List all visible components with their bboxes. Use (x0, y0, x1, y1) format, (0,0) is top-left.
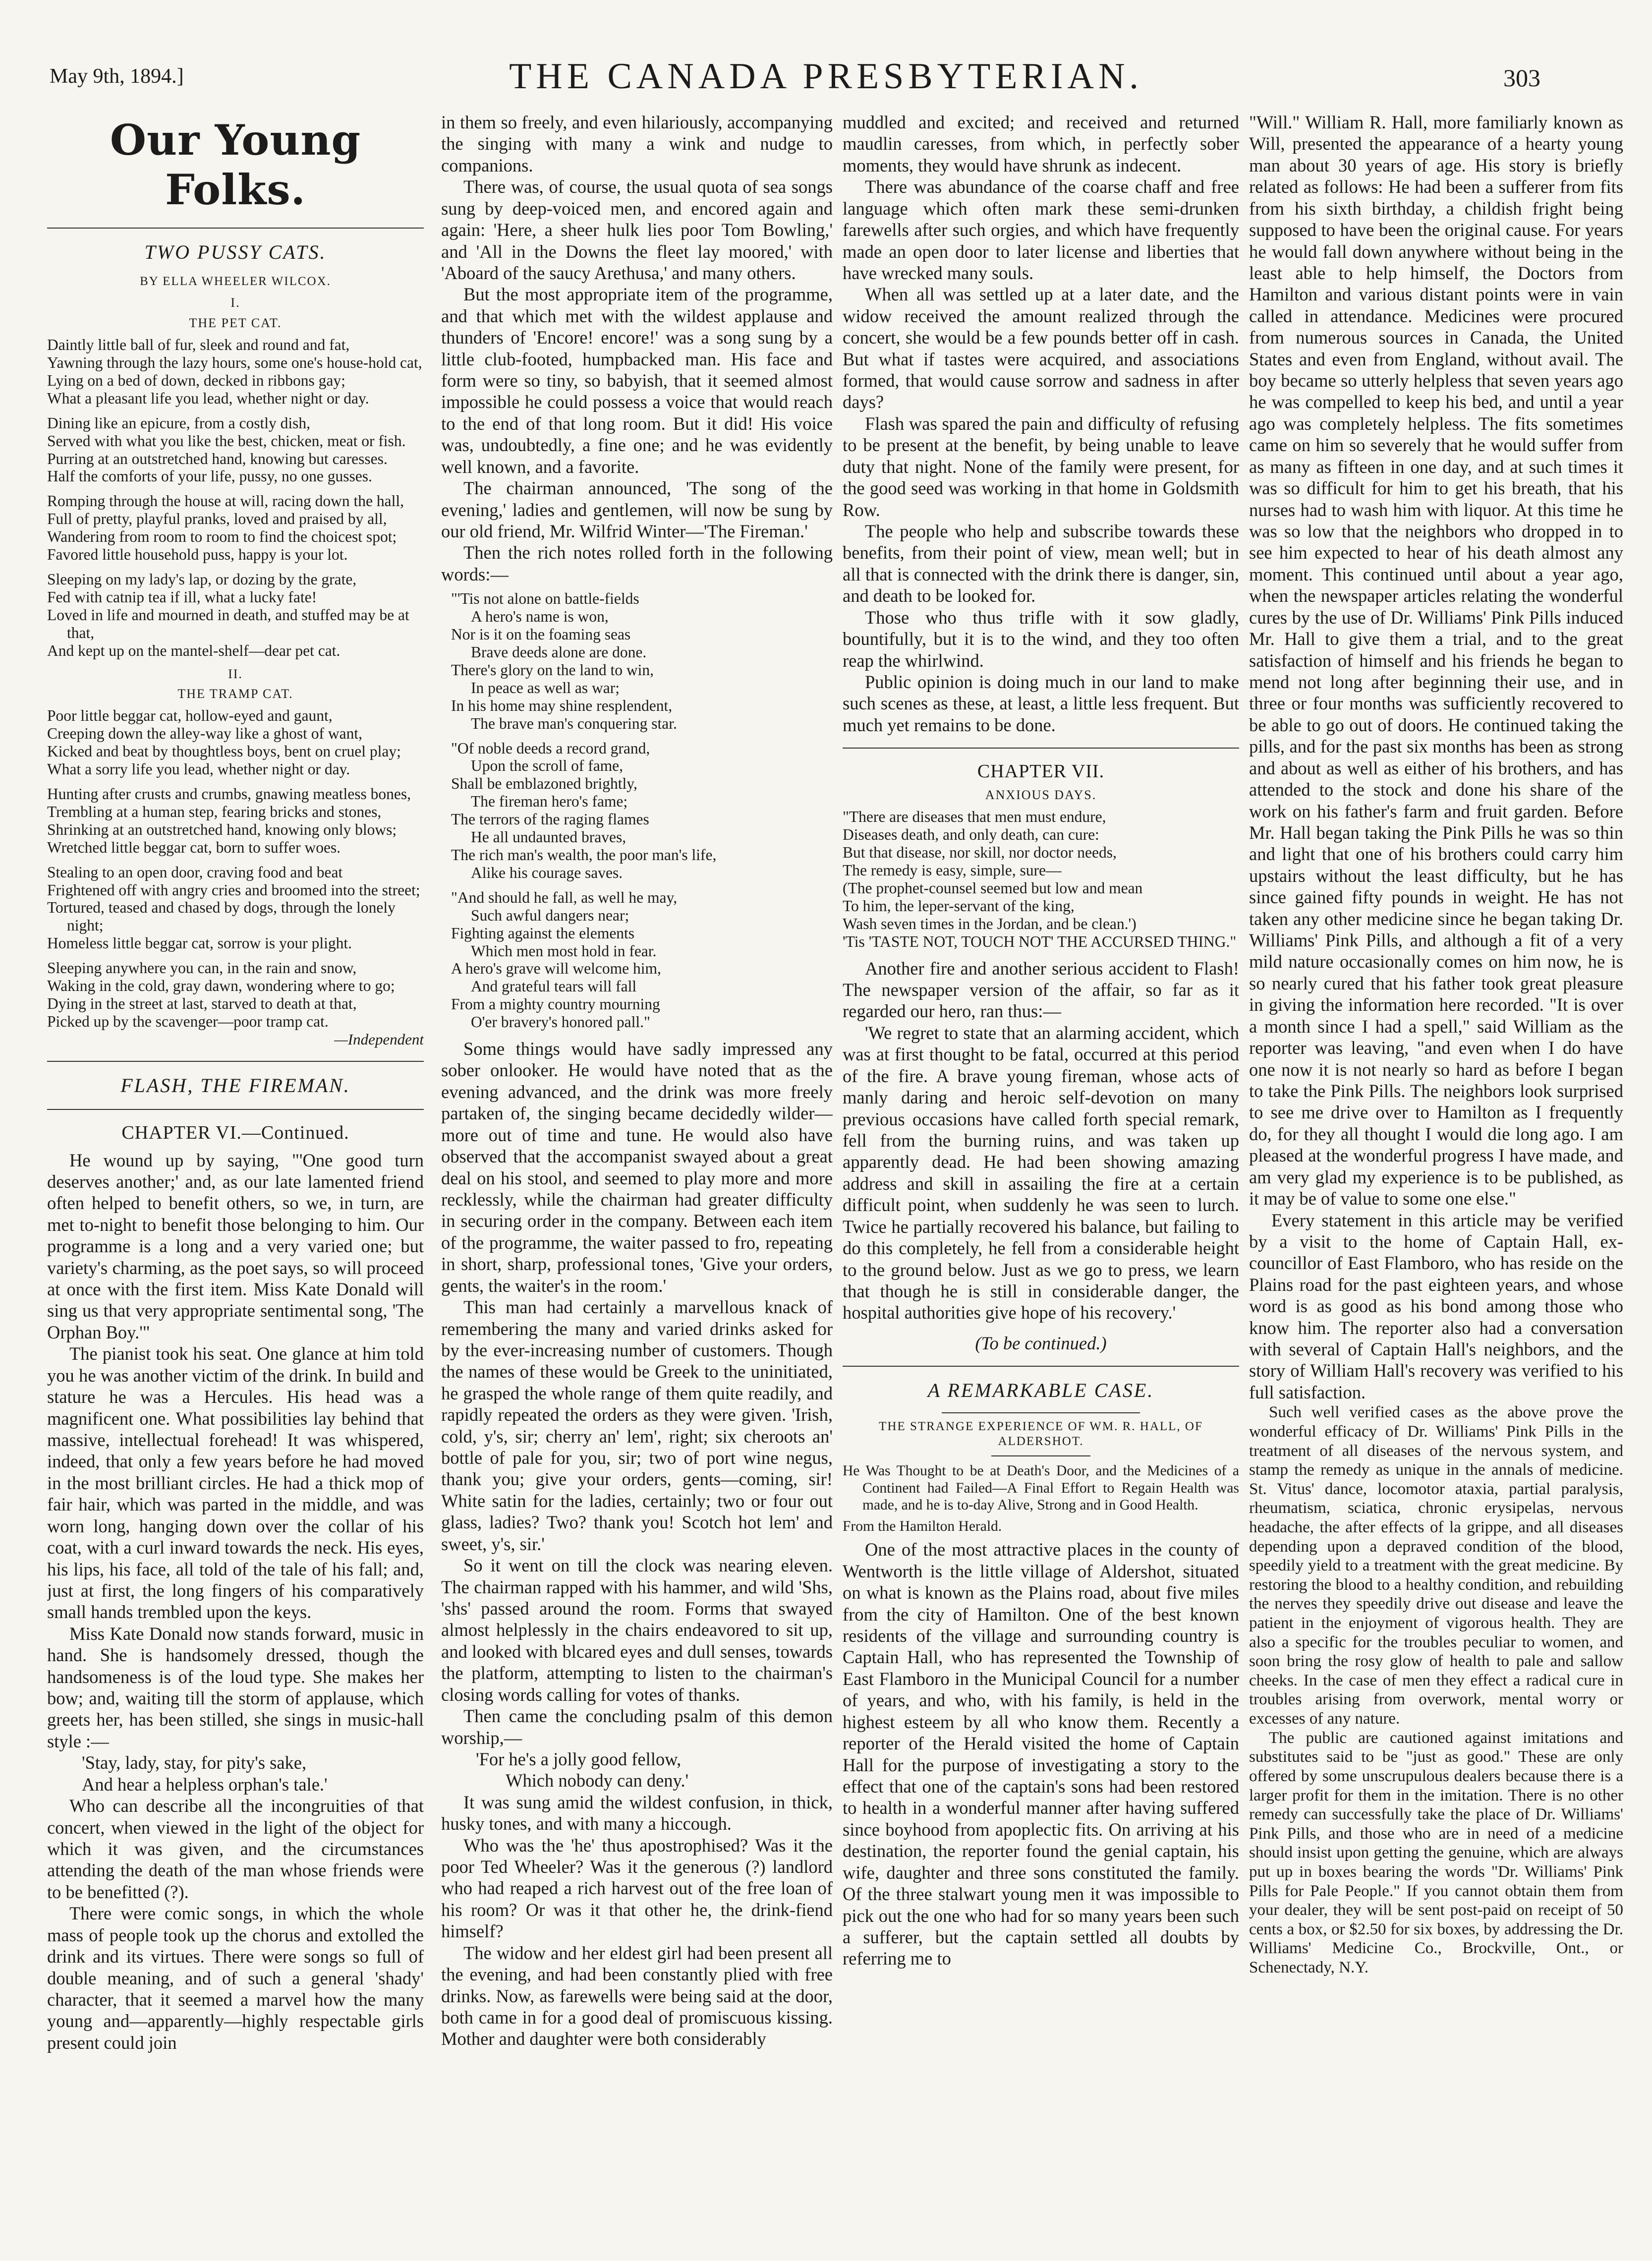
to-be-continued: (To be continued.) (975, 1333, 1107, 1353)
poem-part-2 (47, 864, 424, 953)
song-line: Which men most hold in fear. (471, 942, 657, 960)
poem-line: Loved in life and mourned in death, and stuffed may be at that, (47, 606, 409, 641)
paragraph: The people who help and subscribe towards these benefits, from their point of view, mean well; but in all that is connected with the drink there is danger, sin, and death to be looked for. (843, 521, 1239, 606)
poem-line: Full of pretty, playful pranks, loved and praised by all, (47, 510, 387, 528)
song-line: The brave man's conquering star. (471, 714, 677, 732)
song-line: In his home may shine resplendent, (451, 696, 673, 714)
poem-line: Waking in the cold, gray dawn, wondering where to go; (47, 977, 395, 995)
chapter-subtitle: ANXIOUS DAYS. (985, 788, 1097, 803)
paragraph: Another fire and another serious accident to Flash! The newspaper version of the affair, so far as it regarded our hero, ran thus:— (843, 958, 1239, 1022)
poem-line: Dying in the street at last, starved to death at that, (47, 995, 357, 1012)
paragraph: The public are cautioned against imitations and substitutes said to be "just as good." These are only offered by some unscrupulous dealers because there is a larger profit for them in the imitation. There is no other remedy can successfully take the place of Dr. Williams' Pink Pills, and those who are in need of a medicine should insist upon getting the genuine, which are always put up in boxes bearing the words "Dr. Williams' Pink Pills for Pale People." If you cannot obtain them from your dealer, they will be sent post-paid on receipt of 50 cents a box, or $2.50 for six boxes, by addressing the Dr. Williams' Medicine Co., Brockville, Ont., or Schenectady, N.Y. (1249, 1729, 1623, 1976)
paragraph: The chairman announced, 'The song of the evening,' ladies and gentlemen, will now be sung by our old friend, Mr. Wilfrid Winter—'The Fireman.' (441, 478, 833, 542)
poem-line: Daintly little ball of fur, sleek and round and fat, (47, 336, 350, 354)
article-source: From the Hamilton Herald. (843, 1518, 1002, 1534)
poem-line: Hunting after crusts and crumbs, gnawing meatless bones, (47, 785, 411, 803)
paragraph: Such well verified cases as the above prove the wonderful efficacy of Dr. Williams' Pink Pills in the treatment of all diseases of the nervous system, and stamp the remedy as unique in the annals of medicine. St. Vitus' dance, locomotor ataxia, partial paralysis, rheumatism, sciatica, chronic erysipelas, nervous headache, the after effects of la grippe, and all diseases depending upon a depraved condition of the blood, speedily yield to a treatment with the great medicine. By restoring the blood to a healthy condition, and rebuilding the nerves they speedily drive out disease and leave the patient in the enjoyment of vigorous health. They are also a specific for the troubles peculiar to women, and soon bring the rosy glow of health to pale and sallow cheeks. In the case of men they effect a radical cure in troubles arising from overwork, mental worry or excesses of any nature. (1249, 1403, 1623, 1728)
poem-line: Homeless little beggar cat, sorrow is your plight. (47, 934, 352, 952)
poem-line: Tortured, teased and chased by dogs, through the lonely night; (47, 899, 396, 934)
advertisement-text (1249, 1403, 1623, 1977)
paragraph: There were comic songs, in which the whole mass of people took up the chorus and extolled the drink and its virtues. There were songs so full of double meaning, and of such a general 'shady' character, that it seemed a marvel how the many young and—apparently—highly respectable girls present could join (47, 1903, 424, 2053)
divider (47, 1061, 424, 1062)
poem-part-title: THE TRAMP CAT. (177, 687, 293, 701)
poem-line: Frightened off with angry cries and broomed into the street; (47, 881, 420, 899)
song-line: "'Tis not alone on battle-fields (451, 590, 639, 608)
poem-line: Half the comforts of your life, pussy, no one gusses. (47, 467, 372, 485)
poem-line: Romping through the house at will, racing down the hall, (47, 492, 404, 510)
paragraph: There was, of course, the usual quota of sea songs sung by deep-voiced men, and encored again and again: 'Here, a sheer hulk lies poor Tom Bowling,' and 'All in the Downs the fleet lay moored,' with 'Aboard of the saucy Arethusa,' and many others. (441, 176, 833, 283)
chapter-heading: CHAPTER VII. (977, 761, 1105, 782)
epigraph-line: But that disease, nor skill, nor doctor needs, (843, 844, 1117, 862)
song-line: And grateful tears will fall (471, 978, 637, 995)
poem-line: And kept up on the mantel-shelf—dear pet cat. (47, 641, 341, 659)
song-line: The rich man's wealth, the poor man's life, (451, 846, 717, 864)
song-line: A hero's name is won, (471, 608, 609, 626)
paragraph: Then the rich notes rolled forth in the following words:— (441, 542, 833, 584)
poem-title: TWO PUSSY CATS. (144, 240, 327, 263)
song-line: Such awful dangers near; (471, 906, 629, 924)
song-line: Alike his courage saves. (471, 864, 623, 881)
divider (843, 748, 1239, 749)
poem-line: Yawning through the lazy hours, some one's house-hold cat, (47, 354, 422, 372)
article-summary: He Was Thought to be at Death's Door, and the Medicines of a Continent had Failed—A Final Effort to Regain Health was made, and he is to-day Alive, Strong and in Good Health. (843, 1463, 1239, 1513)
paragraph: When all was settled up at a later date, and the widow received the amount realized through the concert, she would be a few pounds better off in cash. But what if tastes were acquired, and associations formed, that would cause sorrow and sadness in after days? (843, 284, 1239, 412)
song-line: There's glory on the land to win, (451, 661, 654, 679)
poem-line: Served with what you like the best, chicken, meat or fish. (47, 432, 406, 450)
poem-part-1 (47, 336, 424, 407)
song-line: The fireman hero's fame; (471, 793, 628, 811)
poem-line: Picked up by the scavenger—poor tramp cat. (47, 1012, 329, 1030)
song-line: A hero's grave will welcome him, (451, 960, 661, 978)
poem-part-1 (47, 571, 424, 660)
paragraph: So it went on till the clock was nearing eleven. The chairman rapped with his hammer, and wild 'Shs, 'shs' passed around the room. Forms that swayed almost helplessly in the chairs endeavored to sit up, and looked with blcared eyes and dull senses, towards the platform, attempting to listen to the chairman's closing words calling for votes of thanks. (441, 1555, 833, 1705)
paragraph: The widow and her eldest girl had been present all the evening, and had been constantly plied with free drinks. Now, as farewells were being said at the door, both came in for a good deal of promiscuous kissing. Mother and daughter were both considerably (441, 1942, 833, 2049)
masthead-title: THE CANADA PRESBYTERIAN. (509, 56, 1143, 97)
poem-part-2 (47, 959, 424, 1031)
column-1 (47, 112, 424, 2243)
divider (942, 1412, 1140, 1413)
paragraph: One of the most attractive places in the county of Wentworth is the little village of Aldershot, situated on what is known as the Plains road, about five miles from the city of Hamilton. One of the best known residents of the village and surrounding country is Captain Hall, who has represented the Township of East Flamboro in the Municipal Council for a number of years, and who, with his family, is held in the highest esteem by all who know them. Recently a reporter of the Herald visited the home of Captain Hall for the purpose of investigating a story to the effect that one of the captain's sons had been restored to health in a wonderful manner after having suffered since boyhood from apoplectic fits. On arriving at his destination, the reporter found the genial captain, his wife, daughter and three sons constituted the family. Of the three stalwart young men it was impossible to pick out the one who had for so many years been such a sufferer, but the captain settled all doubts by referring me to (843, 1539, 1239, 1969)
epigraph-line: Wash seven times in the Jordan, and be clean.') (843, 915, 1137, 932)
poem-line: Dining like an epicure, from a costly dish, (47, 414, 310, 432)
psalm-line: 'For he's a jolly good fellow, (476, 1748, 682, 1769)
paragraph: Then came the concluding psalm of this demon worship,— (441, 1706, 833, 1748)
divider (47, 228, 424, 229)
epigraph-line: Diseases death, and only death, can cure: (843, 826, 1099, 844)
chapter-epigraph (843, 808, 1239, 950)
poem-line: Sleeping on my lady's lap, or dozing by the grate, (47, 571, 357, 588)
poem-part-2 (47, 785, 424, 857)
song-line: From a mighty country mourning (451, 995, 660, 1013)
poem-line: Favored little household puss, happy is your lot. (47, 546, 348, 564)
paragraph: There was abundance of the coarse chaff and free language which often mark these semi-drunken farewells after such orgies, and which have frequently made an open door to later license and liberties that have wrecked many souls. (843, 176, 1239, 283)
epigraph-line: (The prophet-counsel seemed but low and mean (843, 879, 1143, 897)
paragraph: But the most appropriate item of the programme, and that which met with the wildest applause and thunders of 'Encore! encore!' was a song sung by a little club-footed, humpbacked man. His face and form were so tiny, so babyish, that it seemed almost impossible he could possess a voice that would reach to the end of that long room. But it did! His voice was, undoubtedly, a fine one; and he was evidently well known, and a favorite. (441, 284, 833, 477)
article-subtitle: THE STRANGE EXPERIENCE OF WM. R. HALL, OF ALDERSHOT. (879, 1419, 1203, 1448)
poem-part-1 (47, 414, 424, 486)
divider (47, 1109, 424, 1110)
story-title: FLASH, THE FIREMAN. (120, 1074, 350, 1097)
poem-line: What a sorry life you lead, whether night or day. (47, 760, 350, 778)
song-stanza (441, 590, 833, 732)
paragraph: Public opinion is doing much in our land to make such scenes as these, at least, a little less frequent. But much yet remains to be done. (843, 671, 1239, 735)
paragraph: Every statement in this article may be verified by a visit to the home of Captain Hall, ex-councillor of East Flamboro, who has reside on the Plains road for the past eighteen years, and whose word is as good as his bond among those who know him. The reporter also had a conversation with several of Captain Hall's neighbors, and the story of William Hall's recovery was verified to his full satisfaction. (1249, 1210, 1623, 1402)
song-line: In peace as well as war; (471, 679, 620, 696)
poem-line: Shrinking at an outstretched hand, knowing only blows; (47, 820, 397, 838)
psalm-line: Which nobody can deny.' (506, 1770, 689, 1791)
poem-line: Kicked and beat by thoughtless boys, bent on cruel play; (47, 743, 401, 760)
paragraph: The pianist took his seat. One glance at him told you he was another victim of the drink. In build and stature he was a Hercules. His head was a magnificent one. What possibilities lay behind that massive, intellectual forehead! It was whispered, indeed, that only a few years before he had moved in the most brilliant circles. He had a thick mop of fair hair, which was parted in the middle, and was worn long, hanging down over the collar of his coat, with a curl inward towards the neck. His eyes, his lips, his face, all told of the tale of his fall; and, just at first, the long fingers of his comparatively small hands trembled upon the keys. (47, 1343, 424, 1623)
poem-part-number: I. (230, 295, 240, 310)
poem-credit: —Independent (334, 1030, 424, 1048)
paragraph: It was sung amid the wildest confusion, in thick, husky tones, and with many a hiccough. (441, 1792, 833, 1834)
song-line: Brave deeds alone are done. (471, 643, 647, 661)
department-heading: Our Young Folks. (110, 116, 361, 214)
poem-part-2 (47, 707, 424, 778)
song-line: And hear a helpless orphan's tale.' (82, 1774, 328, 1795)
divider (991, 1455, 1090, 1456)
poem-line: Creeping down the alley-way like a ghost of want, (47, 725, 362, 743)
news-report: 'We regret to state that an alarming accident, which was at first thought to be fatal, occurred at this period of the fire. A brave young fireman, whose acts of manly daring and heroic self-devotion on many previous occasions have called forth special remark, fell from the burning ruins, and was taken up apparently dead. He had been showing amazing address and skill in assailing the fire at a certain difficult point, when suddenly he was seen to lurch. Twice he partially recovered his balance, but failing to do this completely, he fell from a considerable height to the ground below. Just as we go to press, we learn that though he is still in considerable danger, the hospital authorities give hope of his recovery.' (843, 1022, 1239, 1323)
song-stanza (441, 740, 833, 882)
column-2 (441, 112, 833, 2243)
poem-part-number: II. (228, 666, 243, 681)
poem-line: Stealing to an open door, craving food and beat (47, 863, 343, 881)
article-title: A REMARKABLE CASE. (927, 1379, 1154, 1402)
poem-line: Lying on a bed of down, decked in ribbons gay; (47, 371, 345, 389)
epigraph-line: To him, the leper-servant of the king, (843, 897, 1075, 915)
paragraph: Miss Kate Donald now stands forward, music in hand. She is handsomely dressed, though the handsomeness is of the loud type. She makes her bow; and, waiting till the storm of applause, which greets her, has been stilled, she sings in music-hall style :— (47, 1623, 424, 1751)
epigraph-line: "There are diseases that men must endure, (843, 808, 1106, 826)
song-line: Fighting against the elements (451, 924, 635, 942)
song-line: Shall be emblazoned brightly, (451, 775, 637, 793)
paragraph: Those who thus trifle with it sow gladly, bountifully, but it is to the wind, and they too often reap the whirlwind. (843, 607, 1239, 671)
poem-line: Trembling at a human step, fearing bricks and stones, (47, 803, 382, 820)
paragraph: muddled and excited; and received and returned maudlin caresses, from which, in perfectly sober moments, they would have shrunk as indecent. (843, 112, 1239, 175)
poem-line: Wandering from room to room to find the choicest spot; (47, 528, 397, 546)
page-number: 303 (1503, 64, 1540, 92)
issue-date: May 9th, 1894.] (50, 65, 184, 88)
poem-part-title: THE PET CAT. (189, 316, 282, 331)
poem-line: Fed with catnip tea if ill, what a lucky fate! (47, 588, 317, 606)
paragraph: Some things would have sadly impressed any sober onlooker. He would have noted that as the evening advanced, and the drink was more freely partaken of, the singing became decidedly wilder—more out of time and tune. He would also have observed that the accompanist swayed about a great deal on his stool, and seemed to play more and more recklessly, while the chairman had greater difficulty in securing order in the company. Between each item of the programme, the waiter passed to fro, repeating in short, sharp, professional tones, 'Give your orders, gents, the waiter's in the room.' (441, 1039, 833, 1296)
epigraph-line: The remedy is easy, simple, sure— (843, 862, 1062, 879)
column-4 (1249, 112, 1623, 2243)
song-line: "And should he fall, as well he may, (451, 888, 678, 906)
poem-line: Sleeping anywhere you can, in the rain and snow, (47, 959, 357, 977)
paragraph: He wound up by saying, "'One good turn deserves another;' and, as our late lamented friend often helped to benefit others, so we, in turn, are met to-night to benefit those belonging to him. Our programme is a long and a very varied one; but variety's charming, as the poet says, so will proceed at once with the first item. Miss Kate Donald will sing us that very appropriate sentimental song, 'The Orphan Boy.'" (47, 1150, 424, 1342)
song-stanza (441, 889, 833, 1031)
poem-byline: BY ELLA WHEELER WILCOX. (140, 274, 331, 288)
divider (843, 1366, 1239, 1367)
paragraph: Flash was spared the pain and difficulty of refusing to be present at the benefit, by being unable to leave duty that night. None of the family were present, for the good seed was working in that home in Goldsmith Row. (843, 413, 1239, 520)
poem-line: Wretched little beggar cat, born to suffer woes. (47, 838, 341, 856)
song-line: Upon the scroll of fame, (471, 757, 624, 775)
paragraph: This man had certainly a marvellous knack of remembering the many and varied drinks asked for by the ever-increasing number of customers. Though the names of these would be Greek to the uninitiated, he grasped the whole range of them quite readily, and rapidly repeated the orders as they were given. 'Irish, cold, y's, sir; cherry an' lem', right; six cheroots an' bottle of pale for you, sir; two of port wine negus, thank you; give your orders, gents—coming, sir! White satin for the ladies, certainly; two or four out glass, ladies? Two? thank you! Scotch hot lem' and sweet, y's, sir.' (441, 1297, 833, 1554)
song-line: O'er bravery's honored pall." (471, 1013, 650, 1031)
column-3 (843, 112, 1239, 2243)
song-line: Nor is it on the foaming seas (451, 626, 631, 643)
poem-line: Poor little beggar cat, hollow-eyed and gaunt, (47, 707, 333, 725)
song-line: 'Stay, lady, stay, for pity's sake, (82, 1752, 307, 1773)
poem-line: What a pleasant life you lead, whether night or day. (47, 389, 369, 407)
song-line: "Of noble deeds a record grand, (451, 739, 650, 757)
paragraph: in them so freely, and even hilariously, accompanying the singing with many a wink and nudge to companions. (441, 112, 833, 175)
paragraph: Who was the 'he' thus apostrophised? Was it the poor Ted Wheeler? Was it the generous (?) landlord who had reaped a rich harvest out of the free loan of his room? Or was it that other he, the drink-fiend himself? (441, 1835, 833, 1942)
paragraph: "Will." William R. Hall, more familiarly known as Will, presented the appearance of a hearty young man about 30 years of age. His story is briefly related as follows: He had been a sufferer from fits from his sixth birthday, a childish fright being supposed to have been the original cause. For years he would fall down anywhere without being in the least able to help himself, the Doctors from Hamilton and various distant points were in vain called in attendance. Medicines were procured from numerous sources in Canada, the United States and even from England, without avail. The boy became so utterly helpless that seven years ago he was compelled to keep his bed, and until a year ago was completely helpless. The fits sometimes came on him so severely that he would suffer from as many as fifteen in one day, and at such times it was so difficult for him to get his breath, that his nurses had to wash him with liquor. At this time he was so low that the neighbors who dropped in to see him expected to hear of his death almost any moment. This continued until about a year ago, when the newspaper articles relating the wonderful cures by the use of Dr. Williams' Pink Pills induced Mr. Hall to give them a trial, and to the great satisfaction of himself and his friends he began to mend not long after beginning their use, and in three or four months was sufficiently recovered to be able to go out of doors. He continued taking the pills, and for the past six months has been as strong and about as well as either of his brothers, and has attended to the stock and done his share of the work on his father's farm and fruit garden. Before Mr. Hall began taking the Pink Pills he was so thin and light that one of his brothers could carry him upstairs without the least difficulty, but he has since gained fifty pounds in weight. He has not taken any other medicine since he began taking Dr. Williams' Pink Pills, and although a fit of a very mild nature occasionally comes on him now, he is so nearly cured that his father took great pleasure in giving the information here recorded. "It is over a month since I had a spell," said William as the reporter was leaving, "and even when I do have one now it is not nearly so hard as before I began to take the Pink Pills. The neighbors look surprised to see me drive over to Hamilton as I frequently do, for they all thought I would die long ago. I am pleased at the wonderful progress I have made, and am very glad my experience is to be published, as it may be of value to some one else." (1249, 112, 1623, 1209)
chapter-heading: CHAPTER VI.—Continued. (121, 1122, 349, 1144)
paragraph: Who can describe all the incongruities of that concert, when viewed in the light of the object for which it was given, and the circumstances attending the death of the man whose friends were to be benefitted (?). (47, 1796, 424, 1902)
epigraph-line: 'Tis 'TASTE NOT, TOUCH NOT' THE ACCURSED THING." (843, 932, 1237, 950)
poem-part-1 (47, 492, 424, 564)
poem-line: Purring at an outstretched hand, knowing but caresses. (47, 450, 388, 467)
song-line: The terrors of the raging flames (451, 811, 649, 828)
song-line: He all undaunted braves, (471, 828, 627, 846)
